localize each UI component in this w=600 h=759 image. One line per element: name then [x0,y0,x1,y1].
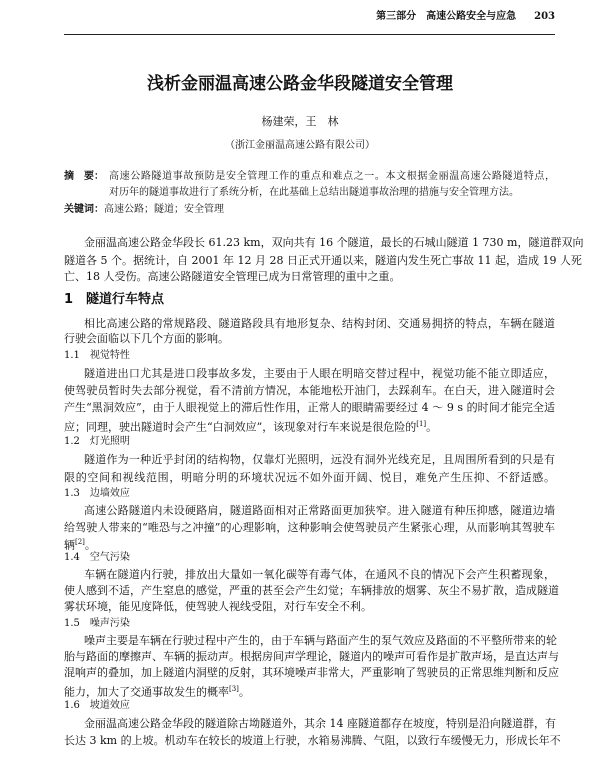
body-line: 胎与路面的摩擦声、车辆的振动声。根据房间声学理论，隧道内的噪声可看作是扩散声场，是直达声与 [64,650,559,663]
body-line: 噪声主要是车辆在行驶过程中产生的，由于车辆与路面产生的泵气效应及路面的不平整所带来的轮 [84,634,557,647]
body-line: 高速公路隧道内未设硬路肩，隧道路面相对正常路面更加狭窄。进入隧道有种压抑感，隧道边墙 [84,504,555,517]
affiliation: （浙江金丽温高速公路有限公司） [225,140,375,151]
body-line: 应；同理，驶出隧道时会产生“白洞效应”，该现象对行车来说是很危险的[1]。 [64,420,438,434]
citation: [2] [75,538,85,546]
citation: [1] [416,420,427,428]
body-line: 使驾驶员暂时失去部分视觉，看不清前方情况，本能地松开油门，去踩刹车。在白天，进入隧道时会 [64,384,555,397]
keywords-label: 关键词： [64,204,104,215]
abstract-label: 摘 要： [64,171,104,182]
keywords [64,203,555,217]
paper-title: 浅析金丽温高速公路金华段隧道安全管理 [147,74,453,94]
body-line: 行驶会面临以下几个方面的影响。 [64,332,229,345]
running-header [358,10,555,24]
subsection-heading: 1.3 边墙效应 [64,488,130,499]
subsection-heading: 1.1 视觉特性 [64,350,130,361]
body-line: 混响声的叠加，加上隧道内洞壁的反射，其环境噪声非常大，严重影响了驾驶员的正常思维判断和反应 [64,666,559,679]
abstract-line: 高速公路隧道事故预防是安全管理工作的重点和难点之一。本文根据金丽温高速公路隧道特点， [109,171,555,182]
body-line: 辆[2]。 [64,538,96,552]
body-text: 能力，加大了交通事故发生的概率 [64,685,229,699]
citation: [3] [229,685,239,693]
header-rule [64,34,555,35]
header-section: 第三部分 高速公路安全与应急 [376,11,517,22]
subsection-heading: 1.4 空气污染 [64,552,130,563]
abstract-line: 对历年的隧道事故进行了系统分析，在此基础上总结出隧道事故治理的措施与安全管理方法。 [109,187,519,198]
body-line: 产生“黑洞效应”，由于人眼视觉上的滞后性作用，正常人的眼睛需要经过 4 ～ 9 s 的时间才能完全适 [64,401,555,414]
body-line: 隧道作为一种近乎封闭的结构物，仅靠灯光照明，远没有洞外光线充足，且周围所看到的只是有 [84,453,555,466]
body-line: 长达 3 km 的上坡。机动车在较长的坡道上行驶，水箱易沸腾、气阻，以致行车缓慢无力，形成长年不 [64,734,561,747]
body-line: 使人感到不适，产生窒息的感觉，严重的甚至会产生幻觉；车辆排放的烟雾、灰尘不易扩散，造成隧道 [64,584,559,597]
body-line: 相比高速公路的常规路段、隧道路段具有地形复杂、结构封闭、交通易拥挤的特点，车辆在隧道 [84,317,555,330]
body-line: 金丽温高速公路金华段长 61.23 km，双向共有 16 个隧道，最长的石城山隧道 1 730 m，隧道群双向 [84,236,584,249]
body-line: 亡、18 人受伤。高速公路隧道安全管理已成为日常管理的重中之重。 [64,270,401,283]
body-line: 能力，加大了交通事故发生的概率[3]。 [64,685,250,699]
body-line: 车辆在隧道内行驶，排放出大量如一氧化碳等有毒气体，在通风不良的情况下会产生积蓄现象， [84,568,555,581]
body-text: 辆 [64,538,75,552]
body-line: 隧道进出口尤其是进口段事故多发，主要由于人眼在明暗交替过程中，视觉功能不能立即适应， [84,367,555,380]
section-heading: 1 隧道行车特点 [64,292,165,307]
authors: 杨建荣，王 林 [261,115,339,128]
body-line: 金丽温高速公路金华段的隧道除古坳隧道外，其余 14 座隧道都存在坡度，特别是沿向隧道群，有 [84,717,556,730]
body-text: 应；同理，驶出隧道时会产生“白洞效应”，该现象对行车来说是很危险的 [64,420,417,434]
body-line: 隧道各 5 个。据统计，自 2001 年 12 月 28 日正式开通以来，隧道内发生死亡事故 11 起，造成 19 人死 [64,254,582,267]
subsection-heading: 1.6 坡道效应 [64,700,130,711]
subsection-heading: 1.2 灯光照明 [64,436,130,447]
subsection-heading: 1.5 噪声污染 [64,618,130,629]
page-number: 203 [534,11,555,22]
keywords-text: 高速公路；隧道；安全管理 [104,204,224,215]
body-line: 给驾驶人带来的“唯恐与之冲撞”的心理影响，这种影响会使驾驶员产生紧张心理，从而影响其驾驶车 [64,521,555,534]
body-line: 限的空间和视线范围，明暗分明的环境状况远不如外面开阔、悦目，难免产生压抑、不舒适感。 [64,471,555,484]
body-line: 雾状环境，能见度降低，使驾驶人视线受阻，对行车安全不利。 [64,600,372,613]
